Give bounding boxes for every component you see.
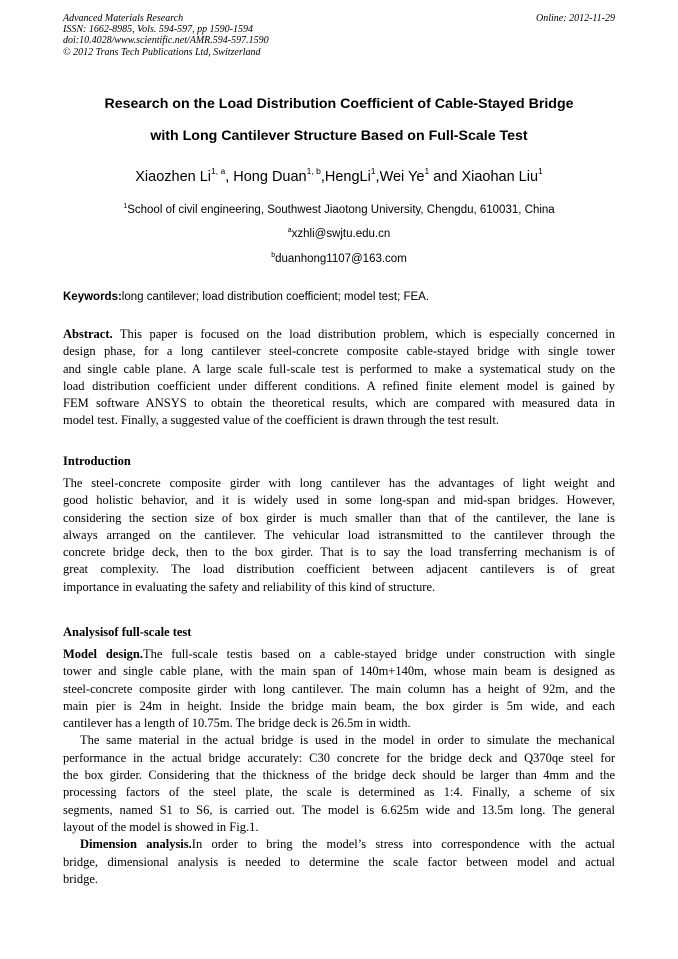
dimension-analysis-line: bridge. [63,871,99,886]
material-line: the box girder. Considering that the thickness of the bridge deck should be larger than 4mm and the [63,768,615,783]
title-line-1: Research on the Load Distribution Coefficient of Cable-Stayed Bridge [104,96,574,112]
email-superscript: a [287,227,292,234]
introduction-line: great complexity. The load distribution coefficient between adjacent cantilevers is of great [63,562,615,577]
dimension-analysis-line: bridge, dimensional analysis is needed to determine the scale factor between model and actual [63,854,615,869]
author-separator: , [320,169,325,185]
introduction-line: concrete bridge deck, then to the box girder. That is to say the load transferring mechanism is of [63,545,615,560]
affiliation-text: School of civil engineering, Southwest Jiaotong University, Chengdu, 610031, China [127,204,555,216]
journal-name: Advanced Materials Research [63,13,184,24]
paper-title [40,88,638,152]
material-line: segments, named S1 to S6, is carried out. The model is 6.625m wide and 13.5m long. The general [63,802,615,817]
author-separator: , [225,169,234,185]
section-heading-introduction: Introduction [63,454,131,468]
affiliation [40,203,638,217]
material-line: performance in the actual bridge accurately: C30 concrete for the bridge deck and Q370qe steel for [63,750,615,765]
section-heading-analysis: Analysisof full-scale test [63,625,192,639]
author-superscript: 1, a [211,166,226,176]
material-line: layout of the model is showed in Fig.1. [63,819,259,834]
introduction-line: The steel-concrete composite girder with long cantilever has the advantages of light weight and [63,476,615,490]
email-superscript: b [271,252,276,259]
dimension-analysis-label: Dimension analysis. [80,837,192,852]
abstract-line: FEM software ANSYS to obtain the theoretical results, which are compared with measured data in [63,396,615,411]
author-separator: and [429,169,462,185]
title-line-2: with Long Cantilever Structure Based on Full-Scale Test [150,128,528,144]
abstract-line: Abstract. This paper is focused on the load distribution problem, which is especially concerned in [63,327,615,341]
author-superscript: 1 [370,166,376,176]
abstract [63,326,615,430]
copyright-line: © 2012 Trans Tech Publications Ltd, Switzerland [63,46,261,58]
doi-line: doi:10.4028/www.scientific.net/AMR.594-597.1590 [63,35,269,47]
online-date: Online: 2012-11-29 [536,13,615,24]
issn-line: ISSN: 1662-8985, Vols. 594-597, pp 1590-1594 [63,24,253,36]
author-name: Wei Ye [379,169,425,185]
author-superscript: 1 [424,166,430,176]
model-design-label: Model design. [63,647,144,661]
author-separator: , [375,169,380,185]
dimension-analysis-line: Dimension analysis.In order to bring the model’s stress into correspondence with the actual [80,837,615,852]
email-b [40,252,638,266]
author-superscript: 1 [538,166,543,176]
abstract-line: design phase, for a long cantilever steel-concrete composite cable-stayed bridge with single tower [63,344,615,359]
author-list [40,168,638,186]
model-design-line: cantilever has a length of 10.75m. The bridge deck is 26.5m in width. [63,716,411,731]
introduction-line: good holistic behavior, and it is widely used in some long-span and mid-span bridges. However, [63,493,615,508]
keywords-label: Keywords: [63,291,122,303]
model-design-line: Model design.The full-scale testis based on a cable-stayed bridge under construction with single [63,647,615,661]
abstract-label: Abstract. [63,327,113,341]
abstract-line: and single cable plane. A large scale full-scale test is performed to make a systematical study on the [63,361,615,376]
introduction-line: considering the section size of box girder is much smaller than that of the cantilever, the lane is [63,510,615,525]
author-name: HengLi [324,169,371,185]
keywords-text: long cantilever; load distribution coefficient; model test; FEA. [121,291,430,303]
affiliation-superscript: 1 [123,203,128,210]
abstract-line: load distribution coefficient under different conditions. A refined finite element model is gained by [63,378,615,393]
email-address: xzhli@swjtu.edu.cn [291,228,391,240]
introduction-body [63,475,615,596]
analysis-body [63,646,615,888]
introduction-line: importance in evaluating the safety and reliability of this kind of structure. [63,579,436,594]
email-address: duanhong1107@163.com [275,253,407,265]
model-design-line: main pier is 24m in height. Inside the bridge main beam, the box girder is 5m wide, and each [63,698,615,713]
author-name: Xiaozhen Li [135,169,212,185]
journal-header [63,13,615,58]
author-superscript: 1, b [306,166,321,176]
abstract-line: model test. Finally, a suggested value of the coefficient is drawn through the test result. [63,413,500,428]
email-a [40,227,638,241]
material-line: The same material in the actual bridge is used in the model in order to simulate the mechanical [80,733,615,748]
author-name: Hong Duan [233,169,307,185]
keywords [63,289,615,305]
model-design-line: steel-concrete composite girder with long cantilever. The main column has a height of 92m, and the [63,681,615,696]
author-name: Xiaohan Liu [461,169,539,185]
model-design-line: tower and single cable plane, with the main span of 140m+140m, whose main beam is designed as [63,664,615,679]
introduction-line: always arranged on the cantilever. The vehicular load istransmitted to the cantilever through the [63,527,615,542]
material-line: processing factors of the steel plate, the scale is determined as 1:4. Finally, a scheme of six [63,785,615,800]
